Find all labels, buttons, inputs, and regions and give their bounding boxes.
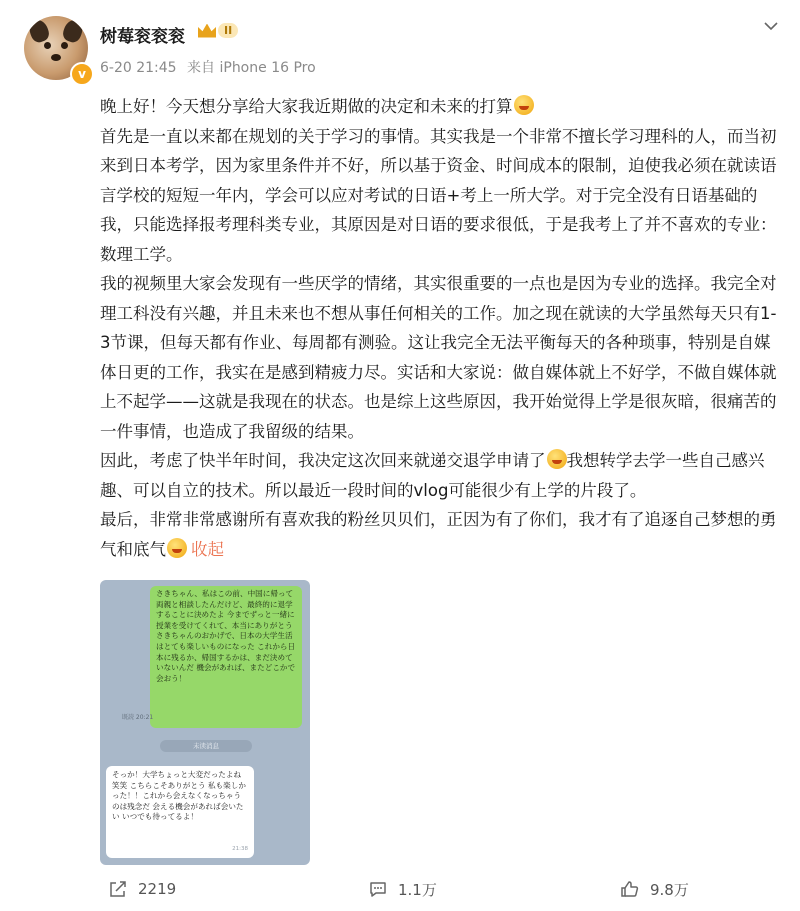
level-badge[interactable] <box>198 23 238 38</box>
collapse-link[interactable]: 收起 <box>191 539 224 559</box>
chat-time: 21:38 <box>232 846 248 853</box>
crown-icon <box>198 24 216 38</box>
avatar-ear <box>61 18 85 45</box>
username[interactable]: 树莓衮衮衮 <box>100 27 185 47</box>
chat-bubble-received <box>106 766 254 858</box>
comment-button[interactable] <box>368 872 437 906</box>
emoji-icon <box>514 95 534 115</box>
post-paragraph: 最后，非常非常感谢所有喜欢我的粉丝贝贝们，正因为有了你们，我才有了追逐自己梦想的勇气和底气 收起 <box>100 510 777 559</box>
thumbs-up-icon <box>620 879 640 899</box>
post-paragraph: 首先是一直以来都在规划的关于学习的事情。其实我是一个非常不擅长学习理科的人，而当初来到日本考学，因为家里条件并不好，所以基于资金、时间成本的限制，迫使我必须在就读语言学校的短短一年内，学会可以应对考试的日语+考上一所大学。对于完全没有日语基础的我，只能选择报考理科类专业，其原因是对日语的要求很低，于是我考上了并不喜欢的专业：数理工学。 <box>100 126 777 264</box>
avatar-nose <box>51 54 61 61</box>
chat-bubble-sent: さきちゃん、私はこの前、中国に帰って両親と相談したんだけど、最終的に退学することに決めたよ 今までずっと一緒に授業を受けてくれて、本当にありがとう さきちゃんのおかげで、日本の大学生活はとても楽しいものになった これから日本に残るか、帰国するかは、まだ決めていないんだ 機会があれば、またどこかで会おう！ <box>150 586 302 728</box>
avatar-ear <box>27 18 51 45</box>
like-button[interactable] <box>620 872 689 906</box>
like-count: 9.8万 <box>650 880 689 899</box>
post-paragraph: 因此，考虑了快半年时间，我决定这次回来就递交退学申请了 我想转学去学一些自己感兴趣、可以自立的技术。所以最近一段时间的vlog可能很少有上学的片段了。 <box>100 451 765 500</box>
comment-icon <box>368 879 388 899</box>
repost-button[interactable] <box>108 872 176 906</box>
chat-read-time: 既読 20:21 <box>122 714 154 721</box>
emoji-icon <box>167 538 187 558</box>
post-image[interactable] <box>100 580 310 865</box>
avatar-eye <box>61 42 68 49</box>
repost-icon <box>108 879 128 899</box>
chevron-down-icon[interactable] <box>764 18 778 32</box>
repost-count: 2219 <box>138 880 177 898</box>
post-body <box>100 92 780 564</box>
chat-bubble-text: そっか！大学ちょっと大変だったよね笑笑 こちらこそありがとう 私も楽しかった！！これから会えなくなっちゃうのは残念だ 会える機会があれば会いたい いつでも待ってるよ！ <box>112 770 246 822</box>
action-bar <box>0 872 800 906</box>
level-text: II <box>218 23 238 38</box>
post-source: 来自 iPhone 16 Pro <box>187 60 316 76</box>
post-meta <box>100 57 316 77</box>
emoji-icon <box>547 449 567 469</box>
post-paragraph: 我的视频里大家会发现有一些厌学的情绪，其实很重要的一点也是因为专业的选择。我完全对理工科没有兴趣，并且未来也不想从事任何相关的工作。加之现在就读的大学虽然每天只有1-3节课，但每天都有作业、每周都有测验。这让我完全无法平衡每天的各种琐事，特别是自媒体日更的工作，我实在是感到精疲力尽。实话和大家说：做自媒体就上不好学，不做自媒体就上不起学——这就是我现在的状态。也是综上这些原因，我开始觉得上学是很灰暗，很痛苦的一件事情，也造成了我留级的结果。 <box>100 274 777 441</box>
comment-count: 1.1万 <box>398 880 437 899</box>
avatar-eye <box>44 42 51 49</box>
post-date: 6-20 21:45 <box>100 60 177 76</box>
post-paragraph: 晚上好！今天想分享给大家我近期做的决定和未来的打算 <box>100 92 780 122</box>
verified-icon: v <box>70 62 94 86</box>
unread-divider: 未读消息 <box>160 740 252 752</box>
